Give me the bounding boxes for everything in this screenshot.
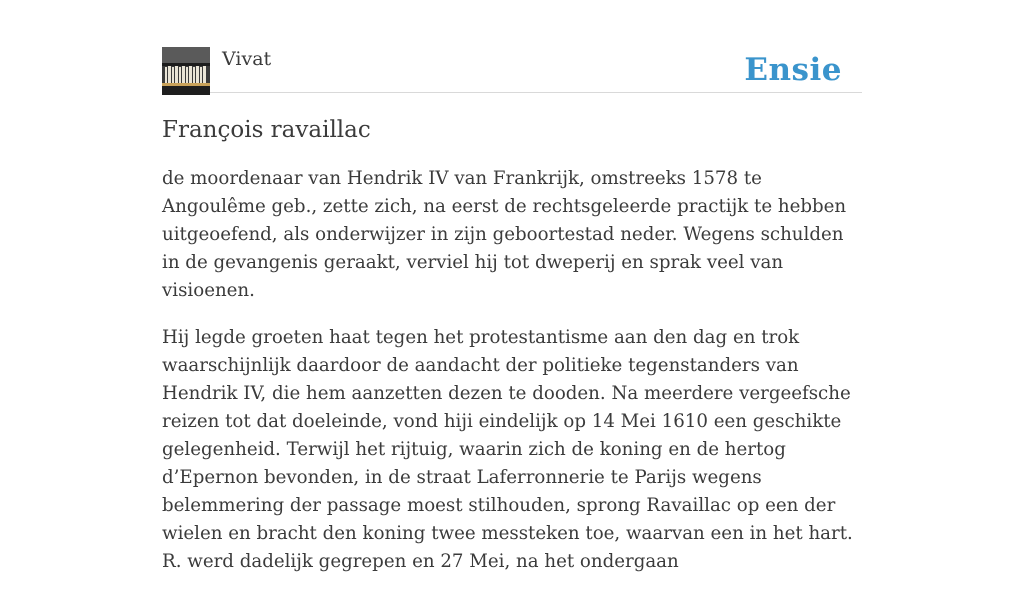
author-name[interactable]: Vivat (222, 48, 272, 70)
bookshelf-photo-avatar-icon (162, 47, 210, 95)
header (162, 40, 862, 93)
page-title: François ravaillac (162, 117, 371, 143)
article-paragraph: Hij legde groeten haat tegen het protestantisme aan den dag en trok waarschijnlijk daardoor de aandacht der politieke tegenstanders van Hendrik IV, die hem aanzetten dezen te dooden. Na meerdere vergeefsche reizen tot dat doeleinde, vond hiji eindelijk op 14 Mei 1610 een geschikte gelegenheid. Terwijl het rijtuig, waarin zich de koning en de hertog d’Epernon bevonden, in de straat Laferronnerie te Parijs wegens belemmering der passage moest stilhouden, sprong Ravaillac op een der wielen en bracht den koning twee messteken toe, waarvan een in het hart. R. werd dadelijk gegrepen en 27 Mei, na het ondergaan (162, 327, 853, 572)
page-container (162, 40, 862, 595)
avatar[interactable] (162, 47, 210, 95)
article-paragraph: de moordenaar van Hendrik IV van Frankrijk, omstreeks 1578 te Angoulême geb., zette zich, na eerst de rechtsgeleerde practijk te hebben uitgeoefend, als onderwijzer in zijn geboortestad neder. Wegens schulden in de gevangenis geraakt, verviel hij tot dweperij en sprak veel van visioenen. (162, 168, 847, 301)
article-body (162, 165, 862, 576)
ensie-logo[interactable]: Ensie (744, 52, 842, 88)
